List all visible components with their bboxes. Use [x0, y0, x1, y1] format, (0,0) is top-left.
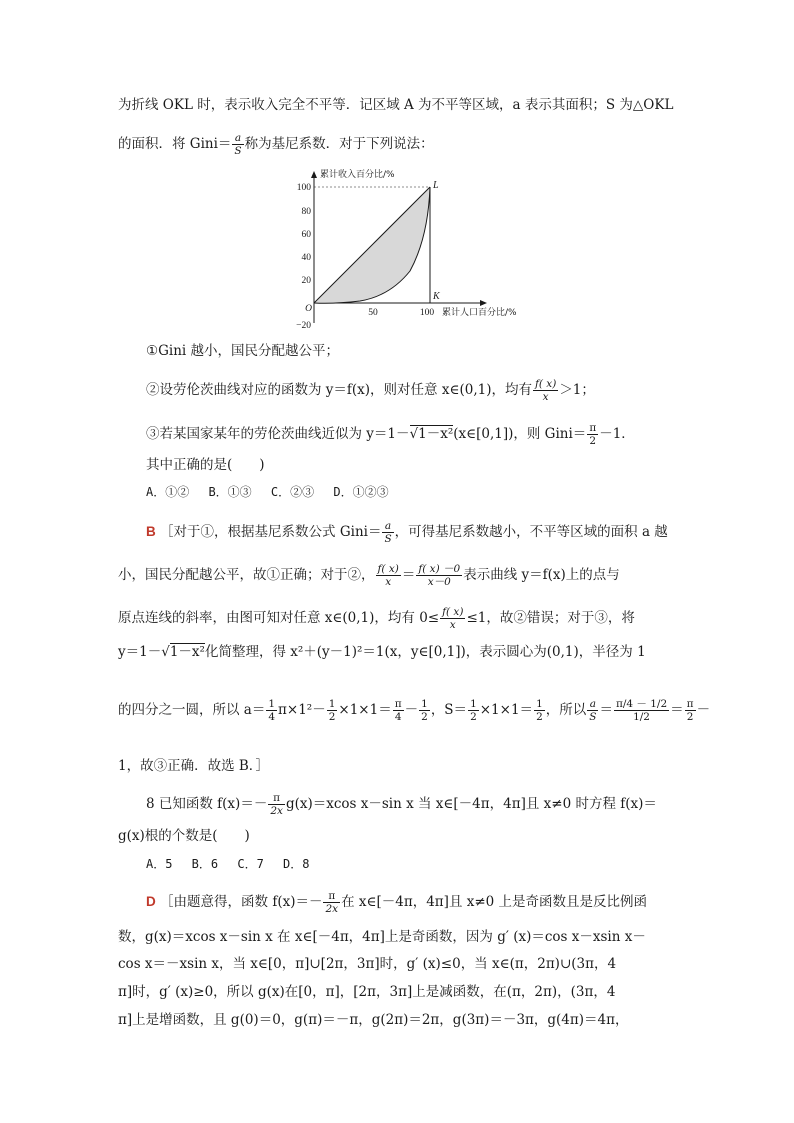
- y-axis-title: 累计收入百分比/%: [320, 170, 395, 180]
- solution-7-line-4: y＝1－√1－x²化简整理，得 x²＋(y－1)²＝1(x，y∈[0,1])，表示圆心为(0,1)，半径为 1: [118, 644, 646, 660]
- solution-text: ＝: [670, 702, 684, 718]
- fraction-numerator: a: [587, 698, 598, 711]
- fraction-denominator: x: [542, 391, 549, 403]
- compound-fraction: [614, 698, 669, 723]
- fraction-denominator: x: [385, 576, 392, 588]
- solution-text: 的四分之一圆，所以 a＝: [118, 702, 266, 718]
- fraction: [327, 698, 338, 723]
- fraction-numerator: a: [382, 520, 393, 533]
- fraction: [685, 698, 696, 723]
- solution-text: ［由题意得，函数 f(x)＝－: [160, 894, 323, 910]
- intro-line-1: 为折线 OKL 时，表示收入完全不平等．记区域 A 为不平等区域，a 表示其面积；S 为△OKL: [118, 97, 674, 113]
- problem-8-line-2: g(x)根的个数是( ): [118, 828, 250, 844]
- problem-8-options: A．5 B．6 C．7 D．8: [146, 857, 310, 871]
- problem-8-line-1: [146, 792, 657, 817]
- fraction-denominator: S: [384, 533, 392, 545]
- fraction-numerator: π: [686, 698, 694, 710]
- y-tick-100: 100: [296, 183, 311, 193]
- fraction-numerator: π: [323, 890, 340, 903]
- problem-text: 8 已知函数 f(x)＝－: [146, 796, 268, 812]
- statement-1: ①Gini 越小，国民分配越公平；: [146, 343, 340, 359]
- bound-fraction: [440, 606, 465, 631]
- solution-text: 表示曲线 y＝f(x)上的点与: [463, 567, 620, 583]
- statement-3: [146, 422, 635, 447]
- x-axis-arrow: [480, 300, 487, 306]
- solution-text: ＝: [599, 702, 613, 718]
- solution-7-line-5: [118, 698, 710, 723]
- fraction-denominator: S: [234, 145, 242, 157]
- fraction: [468, 698, 479, 723]
- fraction-denominator: x: [449, 619, 456, 631]
- fraction: [534, 698, 545, 723]
- fraction-numerator: 1: [328, 698, 336, 710]
- solution-8-line-2: 数，g(x)＝xcos x－sin x 在 x∈[－4π，4π]上是奇函数，因为 g′ (x)＝cos x－xsin x－: [118, 929, 646, 945]
- fraction: [268, 792, 285, 817]
- solution-text: ≤1，故②错误；对于③，将: [466, 610, 635, 626]
- statement-3-sqrt: √1－x²: [409, 426, 454, 442]
- equals-sign: ＝: [401, 567, 416, 583]
- y-tick-20: 20: [301, 276, 311, 286]
- intro-line-2: [118, 132, 434, 157]
- answer-badge: B: [146, 524, 156, 539]
- statement-2-text-a: ②设劳伦茨曲线对应的函数为 y＝f(x)，则对任意 x∈(0,1)，均有: [146, 382, 532, 398]
- fraction-numerator: f( x): [377, 563, 399, 575]
- fraction: [323, 890, 340, 915]
- solution-7-line-1: [146, 520, 668, 545]
- fraction-denominator: 2: [328, 711, 336, 723]
- point-l-label: L: [433, 180, 439, 191]
- intro-text-a: 的面积．将 Gini＝: [118, 136, 232, 152]
- fraction: [419, 698, 430, 723]
- gini-fraction: [232, 132, 243, 157]
- intro-text-b: 称为基尼系数．对于下列说法：: [244, 136, 434, 152]
- solution-text: 小，国民分配越公平，故①正确；对于②，: [118, 567, 375, 583]
- fraction-numerator: f( x): [442, 606, 464, 618]
- fraction-denominator: 2: [589, 435, 597, 447]
- statement-2-fraction: [533, 378, 558, 403]
- fraction: [587, 698, 598, 723]
- fraction-denominator: x－0: [427, 576, 451, 588]
- x-tick-50: 50: [368, 308, 378, 318]
- solution-text: π×1²－: [278, 702, 326, 718]
- statement-3-text-b: (x∈[0,1])，则 Gini＝: [453, 426, 587, 442]
- fraction-denominator: 2: [470, 711, 477, 723]
- solution-text: ［对于①，根据基尼系数公式 Gini＝: [160, 524, 382, 540]
- solution-text: 在 x∈[－4π，4π]且 x≠0 上是奇函数且是反比例函: [341, 894, 648, 910]
- y-tick-40: 40: [301, 253, 311, 263]
- fraction-numerator: 1: [536, 698, 543, 710]
- fraction-numerator: 1: [470, 698, 477, 710]
- solution-text: ×1×1＝: [338, 702, 392, 718]
- fraction-numerator: 1: [268, 698, 276, 710]
- solution-7-line-6: 1，故③正确．故选 B．］: [118, 758, 270, 774]
- sqrt-content: 1－x²: [418, 426, 454, 442]
- fraction-denominator: 2x: [270, 805, 283, 817]
- fraction-denominator: 2x: [325, 903, 339, 915]
- answer-badge: D: [146, 894, 156, 909]
- fraction-numerator: π: [589, 422, 597, 434]
- fraction-numerator: a: [232, 132, 243, 145]
- point-k-label: K: [433, 291, 440, 302]
- fraction-denominator: 4: [268, 711, 276, 723]
- solution-8-line-4: π]时，g′ (x)≥0，所以 g(x)在[0，π]，[2π，3π]上是减函数，在(π，2π)，(3π，4: [118, 984, 616, 1000]
- fraction-denominator: 4: [394, 711, 402, 723]
- fraction-numerator: 1: [421, 698, 428, 710]
- fraction-denominator: 2: [421, 711, 428, 723]
- slope-fraction-2: [416, 563, 462, 588]
- statement-2-text-b: ＞1；: [559, 382, 595, 398]
- y-tick-80: 80: [301, 207, 311, 217]
- solution-8-line-1: [146, 890, 647, 915]
- fraction-numerator: π/4 － 1/2: [615, 698, 668, 710]
- solution-8-line-3: cos x＝－xsin x，当 x∈[0，π]∪[2π，3π]时，g′ (x)≤0，当 x∈(π，2π)∪(3π，4: [118, 956, 617, 972]
- statement-2: [146, 378, 595, 403]
- statement-3-text-c: －1．: [599, 426, 635, 442]
- fraction-numerator: f( x): [534, 378, 557, 390]
- fraction-numerator: π: [268, 792, 285, 805]
- solution-7-line-2: [118, 563, 620, 588]
- origin-label: O: [305, 304, 312, 314]
- statement-3-text-a: ③若某国家某年的劳伦茨曲线近似为 y＝1－: [146, 426, 410, 442]
- x-tick-100: 100: [419, 308, 435, 318]
- solution-text: y＝1－: [118, 644, 162, 660]
- fraction: [393, 698, 404, 723]
- solution-text: －: [696, 702, 711, 718]
- fraction-denominator: 2: [536, 711, 543, 723]
- lorenz-curve-figure: [290, 168, 540, 330]
- problem-text: g(x)＝xcos x－sin x 当 x∈[－4π，4π]且 x≠0 时方程 f(x)＝: [285, 796, 657, 812]
- solution-text: ，所以: [545, 702, 587, 718]
- y-tick-60: 60: [301, 230, 311, 240]
- slope-fraction: [376, 563, 401, 588]
- statement-3-fraction: [587, 422, 598, 447]
- question-7-options: A．①② B．①③ C．②③ D．①②③: [146, 485, 389, 499]
- solution-text: 化简整理，得 x²＋(y－1)²＝1(x，y∈[0,1])，表示圆心为(0,1)，半径为 1: [204, 644, 646, 660]
- fraction-numerator: f( x) －0: [418, 563, 461, 575]
- sqrt-content: 1－x²: [169, 644, 205, 660]
- gini-fraction: [382, 520, 393, 545]
- x-axis-title: 累计人口百分比/%: [442, 308, 517, 318]
- solution-text: ，可得基尼系数越小，不平等区域的面积 a 越: [394, 524, 668, 540]
- fraction: [266, 698, 277, 723]
- question-7-prompt: 其中正确的是( ): [146, 457, 265, 473]
- solution-8-line-5: π]上是增函数，且 g(0)＝0，g(π)＝－π，g(2π)＝2π，g(3π)＝－3π，g(4π)＝4π，: [118, 1012, 629, 1028]
- solution-text: ×1×1＝: [479, 702, 534, 718]
- fraction-numerator: π: [394, 698, 402, 710]
- fraction-denominator: 2: [686, 711, 694, 723]
- solution-7-line-3: [118, 606, 635, 631]
- fraction-denominator: 1/2: [633, 711, 650, 723]
- solution-text: ，S＝: [430, 702, 468, 718]
- y-axis-arrow: [311, 171, 317, 178]
- solution-text: 原点连线的斜率，由图可知对任意 x∈(0,1)，均有 0≤: [118, 610, 440, 626]
- y-tick-neg20: −20: [296, 321, 311, 330]
- solution-text: －: [404, 702, 419, 718]
- fraction-denominator: S: [589, 711, 597, 723]
